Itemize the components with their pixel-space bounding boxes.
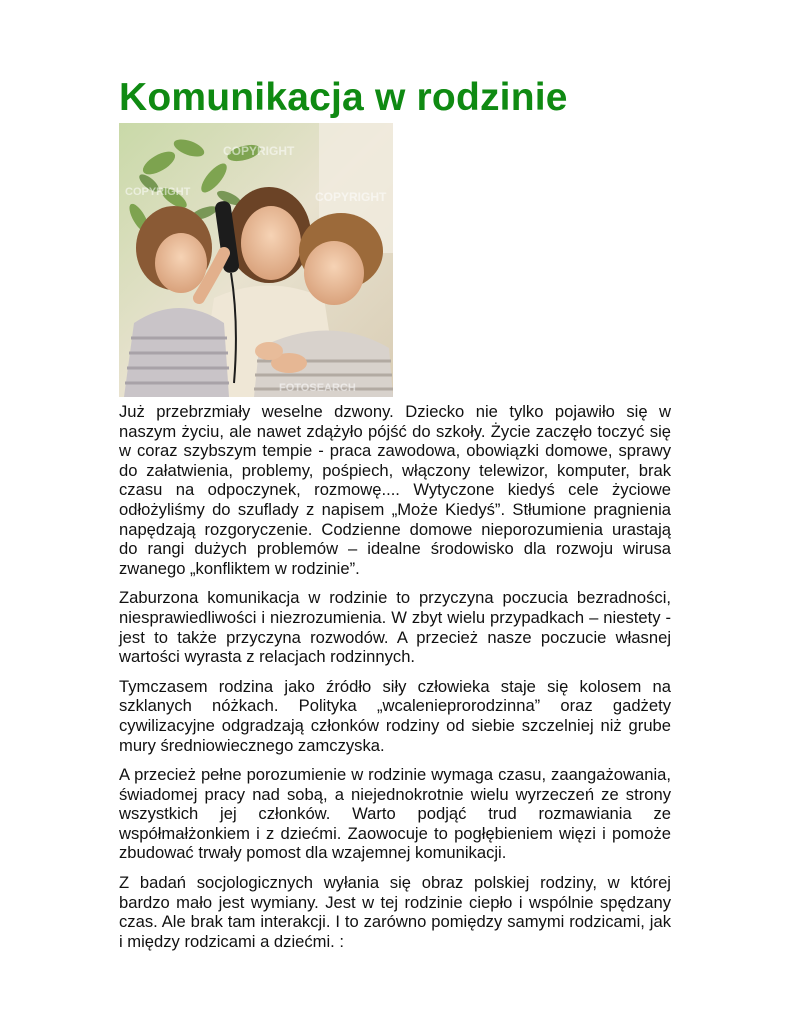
watermark-copyright-right: COPYRIGHT	[315, 190, 387, 204]
paragraph-4: A przecież pełne porozumienie w rodzinie wymaga czasu, zaangażowania, świadomej pracy nad sobą, a niejednokrotnie wielu wyrzeczeń ze strony wszystkich jej członków. Warto podjąć trud rozmawiania ze współmałżonkiem i z dziećmi. Zaowocuje to pogłębieniem więzi i pomoże zbudować trwały pomost dla wzajemnej komunikacji.	[119, 765, 671, 863]
family-phone-photo	[119, 123, 393, 397]
document-title: Komunikacja w rodzinie	[119, 76, 568, 119]
watermark-copyright-top: COPYRIGHT	[223, 144, 295, 158]
paragraph-1: Już przebrzmiały weselne dzwony. Dziecko nie tylko pojawiło się w naszym życiu, ale nawet zdążyło pójść do szkoły. Życie zaczęło toczyć się w coraz szybszym tempie - praca zawodowa, obowiązki domowe, sprawy do załatwienia, problemy, pośpiech, włączony telewizor, komputer, brak czasu na odpoczynek, rozmowę.... Wytyczone kiedyś cele życiowe odłożyliśmy do szuflady z napisem „Może Kiedyś”. Stłumione pragnienia napędzają rozgoryczenie. Codzienne domowe nieporozumienia urastają do rangi dużych problemów – idealne środowisko dla rozwoju wirusa zwanego „konfliktem w rodzinie”.	[119, 402, 671, 578]
watermark-copyright-left: COPYRIGHT	[125, 186, 191, 198]
paragraph-5: Z badań socjologicznych wyłania się obraz polskiej rodziny, w której bardzo mało jest wymiany. Jest w tej rodzinie ciepło i wspólnie spędzany czas. Ale brak tam interakcji. I to zarówno pomiędzy samymi rodzicami, jak i między rodzicami a dziećmi. :	[119, 873, 671, 951]
watermark-brand: FOTOSEARCH	[279, 382, 356, 394]
paragraph-2: Zaburzona komunikacja w rodzinie to przyczyna poczucia bezradności, niesprawiedliwości i niezrozumienia. W zbyt wielu przypadkach – niestety - jest to także przyczyna rozwodów. A przecież nasze poczucie własnej wartości wyrasta z relacjach rodzinnych.	[119, 588, 671, 667]
paragraph-3: Tymczasem rodzina jako źródło siły człowieka staje się kolosem na szklanych nóżkach. Polityka „wcalenieprorodzinna” oraz gadżety cywilizacyjne odgradzają członków rodziny od siebie szczelniej niż grube mury średniowiecznego zamczyska.	[119, 676, 671, 755]
document-body	[119, 402, 671, 961]
